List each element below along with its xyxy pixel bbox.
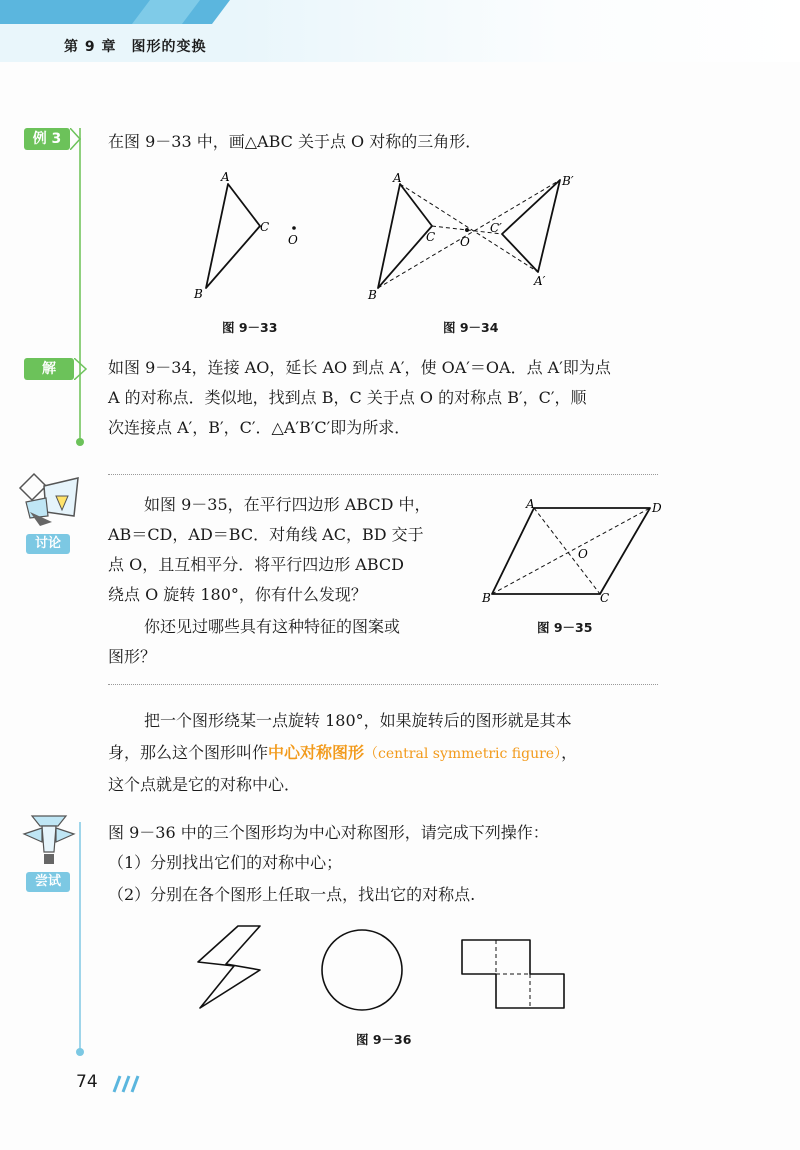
solution-line-3: 次连接点 A′，B′，C′．△A′B′C′即为所求． — [108, 418, 411, 437]
label-b: B — [368, 288, 377, 302]
definition-line-2-suffix: ， — [561, 743, 578, 762]
example-tag: 例 3 — [24, 128, 70, 150]
triangle-a1b1c1 — [502, 180, 560, 272]
solution-tag-pointer — [74, 358, 94, 380]
label-a-prime: A′ — [534, 274, 546, 288]
try-tag: 尝试 — [26, 872, 70, 892]
label-a: A — [526, 497, 535, 511]
dashed-aa1 — [400, 184, 538, 272]
discussion-tag: 讨论 — [26, 534, 70, 554]
example-problem: 在图 9－33 中，画△ABC 关于点 O 对称的三角形． — [108, 132, 482, 151]
central-symmetric-figure-term: 中心对称图形 — [268, 743, 365, 762]
page-number-slashes — [108, 1074, 142, 1094]
section-side-line — [79, 128, 81, 440]
solution-line-1: 如图 9－34，连接 AO，延长 AO 到点 A′，使 OA′＝OA．点 A′即为点 — [108, 358, 611, 377]
label-o: O — [460, 235, 470, 249]
label-c: C — [260, 220, 270, 234]
parallelogram-abcd — [492, 508, 650, 594]
try-line-3: （2）分别在各个图形上任取一点，找出它的对称点. — [108, 885, 476, 904]
label-a: A — [393, 171, 402, 185]
discussion-figure-icon — [16, 468, 80, 530]
solution-line-2: A 的对称点．类似地，找到点 B，C 关于点 O 的对称点 B′，C′，顺 — [108, 388, 587, 407]
try-line-1: 图 9－36 中的三个图形均为中心对称图形，请完成下列操作： — [108, 823, 549, 842]
point-o — [465, 228, 469, 232]
label-o: O — [288, 233, 298, 247]
figure-9-36 — [192, 922, 582, 1014]
central-symmetric-figure-term-english: （central symmetric figure） — [364, 746, 562, 762]
label-a: A — [221, 170, 230, 184]
divider-bottom — [108, 684, 658, 685]
label-c: C — [600, 591, 610, 605]
try-side-line — [79, 822, 81, 1050]
try-line-2: （1）分别找出它们的对称中心； — [108, 853, 343, 872]
chapter-title: 第 9 章 图形的变换 — [64, 39, 207, 55]
circle-shape — [322, 930, 402, 1010]
dashed-bb1 — [378, 180, 560, 288]
discussion-line-2: AB＝CD，AD＝BC．对角线 AC，BD 交于 — [108, 525, 424, 544]
figure-9-35 — [478, 496, 668, 608]
label-b: B — [482, 591, 491, 605]
label-d: D — [652, 501, 662, 515]
definition-line-1: 把一个图形绕某一点旋转 180°，如果旋转后的图形就是其本 — [144, 711, 572, 730]
label-o: O — [578, 547, 588, 561]
solution-tag: 解 — [24, 358, 74, 380]
example-tag-pointer — [70, 128, 90, 150]
label-c-prime: C′ — [490, 221, 502, 235]
figure-9-36-caption: 图 9－36 — [356, 1032, 412, 1047]
figure-9-33-caption: 图 9－33 — [222, 320, 278, 335]
discussion-line-1: 如图 9－35，在平行四边形 ABCD 中， — [144, 495, 431, 514]
diagonal-bd — [492, 508, 650, 594]
label-b-prime: B′ — [562, 174, 574, 188]
figure-9-34 — [362, 168, 582, 308]
try-end-dot — [74, 1046, 86, 1058]
diagonal-ac — [534, 508, 600, 594]
label-b: B — [194, 287, 203, 301]
divider-top — [108, 474, 658, 475]
discussion-line-4: 绕点 O 旋转 180°，你有什么发现？ — [108, 585, 367, 604]
definition-line-3: 这个点就是它的对称中心． — [108, 775, 301, 794]
lightning-shape — [198, 926, 260, 1008]
point-o — [292, 226, 296, 230]
page-number: 74 — [76, 1072, 98, 1092]
header-stripe-decoration — [0, 0, 230, 24]
try-figure-icon — [20, 812, 78, 868]
discussion-line-6: 图形？ — [108, 647, 157, 666]
triangle-abc — [206, 184, 260, 288]
figure-9-34-caption: 图 9－34 — [443, 320, 499, 335]
figure-9-33 — [180, 168, 320, 308]
discussion-line-5: 你还见过哪些具有这种特征的图案或 — [144, 617, 401, 636]
definition-line-2 — [108, 738, 577, 769]
section-end-dot — [74, 436, 86, 448]
figure-9-35-caption: 图 9－35 — [537, 620, 593, 635]
definition-line-2-prefix: 身，那么这个图形叫作 — [108, 743, 269, 762]
discussion-line-3: 点 O，且互相平分．将平行四边形 ABCD — [108, 555, 404, 574]
label-c: C — [426, 230, 436, 244]
